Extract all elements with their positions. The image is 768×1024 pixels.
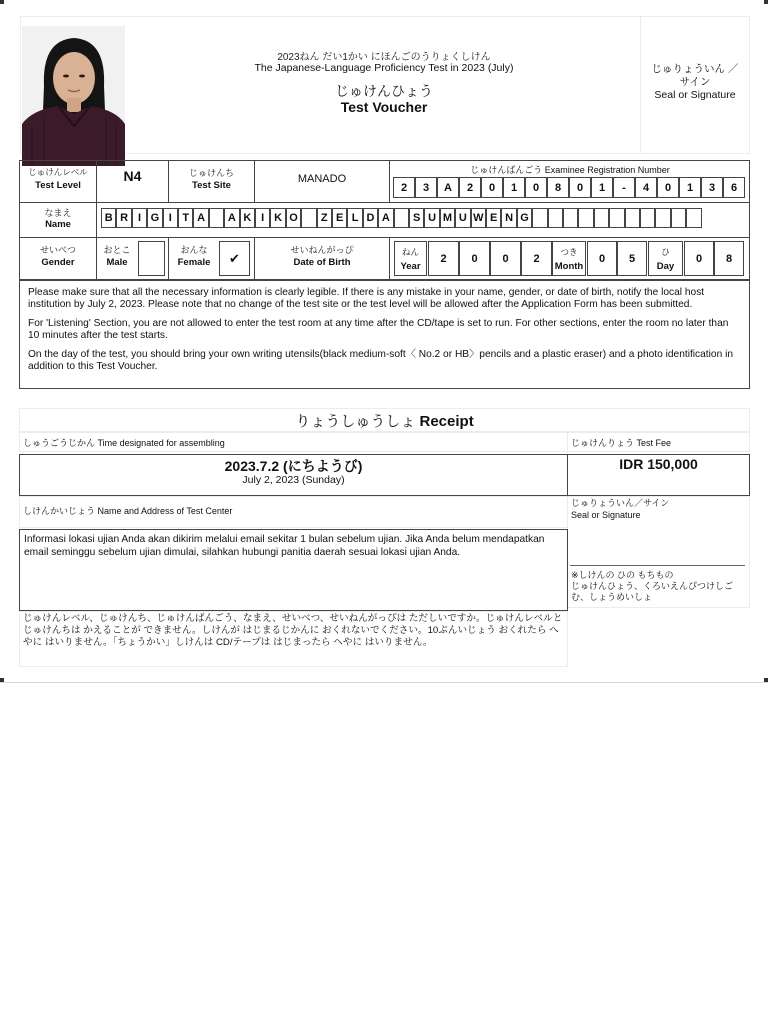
crop-mark bbox=[0, 0, 4, 4]
registration-char-box: 0 bbox=[569, 177, 591, 198]
receipt-seal-label bbox=[571, 497, 669, 521]
name-char-box: G bbox=[147, 208, 162, 228]
year-label-box bbox=[394, 241, 427, 276]
name-char-box: K bbox=[270, 208, 285, 228]
name-char-box bbox=[548, 208, 563, 228]
level-value: N4 bbox=[123, 168, 142, 184]
year-digit-box: 0 bbox=[459, 241, 490, 276]
name-label-en: Name bbox=[45, 219, 71, 230]
female-label-en: Female bbox=[177, 257, 211, 268]
gender-label-jp: せいべつ bbox=[39, 245, 76, 255]
seal-jp-line1: じゅりょういん ／ bbox=[651, 63, 739, 75]
registration-char-box: - bbox=[613, 177, 635, 198]
registration-char-box: 3 bbox=[701, 177, 723, 198]
registration-char-box: 2 bbox=[393, 177, 415, 198]
name-char-box bbox=[394, 208, 409, 228]
registration-char-box: 2 bbox=[459, 177, 481, 198]
signature-line bbox=[570, 565, 745, 566]
site-value: MANADO bbox=[297, 173, 347, 185]
name-char-box: U bbox=[424, 208, 439, 228]
name-char-box bbox=[686, 208, 701, 228]
receipt-title bbox=[19, 410, 750, 431]
name-char-box bbox=[609, 208, 624, 228]
receipt-title-en: Receipt bbox=[419, 413, 474, 430]
site-label-en: Test Site bbox=[192, 180, 231, 191]
year-label-jp: ねん bbox=[401, 246, 419, 257]
name-char-box bbox=[563, 208, 578, 228]
month-label-jp: つき bbox=[560, 246, 578, 257]
name-char-box: O bbox=[286, 208, 301, 228]
name-char-box: I bbox=[255, 208, 270, 228]
exam-title-en: The Japanese-Language Proficiency Test in 2023 (July) bbox=[254, 62, 514, 74]
seal-en: Seal or Signature bbox=[654, 89, 736, 101]
exam-title-jp: 2023ねん だい1かい にほんごのうりょくしけん bbox=[277, 52, 491, 63]
female-checkbox[interactable]: ✔ bbox=[219, 241, 250, 276]
name-char-box: A bbox=[193, 208, 208, 228]
month-label-box bbox=[552, 241, 586, 276]
name-char-box: W bbox=[471, 208, 486, 228]
year-label-en: Year bbox=[400, 260, 421, 272]
name-char-box: D bbox=[363, 208, 378, 228]
registration-char-box: A bbox=[437, 177, 459, 198]
registration-char-box: 1 bbox=[591, 177, 613, 198]
month-digit-box: 5 bbox=[617, 241, 647, 276]
crop-mark bbox=[764, 678, 768, 682]
name-char-box: L bbox=[347, 208, 362, 228]
assembly-date: 2023.7.2 (にちようび) bbox=[224, 458, 363, 474]
registration-char-box: 4 bbox=[635, 177, 657, 198]
name-char-box: K bbox=[240, 208, 255, 228]
name-char-box bbox=[209, 208, 224, 228]
name-char-box: B bbox=[101, 208, 116, 228]
gender-label-en: Gender bbox=[41, 257, 75, 268]
header-seal-label bbox=[641, 63, 749, 102]
crop-mark bbox=[0, 678, 4, 682]
crop-mark bbox=[764, 0, 768, 4]
assembly-label: しゅうごうじかん Time designated for assembling bbox=[23, 438, 225, 448]
registration-char-box: 0 bbox=[525, 177, 547, 198]
notes-box bbox=[19, 280, 750, 389]
registration-char-box: 8 bbox=[547, 177, 569, 198]
name-char-box bbox=[532, 208, 547, 228]
name-char-box bbox=[671, 208, 686, 228]
name-char-box: E bbox=[486, 208, 501, 228]
day-label-en: Day bbox=[656, 260, 675, 272]
registration-char-box: 0 bbox=[657, 177, 679, 198]
day-label-box bbox=[648, 241, 683, 276]
name-char-box: A bbox=[378, 208, 393, 228]
month-label-en: Month bbox=[554, 260, 584, 272]
fee-label: じゅけんりょう Test Fee bbox=[571, 438, 672, 448]
receipt-seal-en: Seal or Signature bbox=[571, 510, 641, 520]
name-char-box: S bbox=[409, 208, 424, 228]
registration-char-box: 3 bbox=[415, 177, 437, 198]
name-char-box: A bbox=[224, 208, 239, 228]
dob-label-en: Date of Birth bbox=[293, 257, 351, 268]
year-digit-box: 2 bbox=[428, 241, 459, 276]
registration-label: じゅけんばんごう Examinee Registration Number bbox=[470, 165, 670, 175]
day-digit-box: 8 bbox=[714, 241, 744, 276]
receipt-seal-jp: じゅりょういん／サイン bbox=[571, 498, 670, 508]
name-char-box bbox=[301, 208, 316, 228]
name-char-box bbox=[655, 208, 670, 228]
name-char-box: M bbox=[440, 208, 455, 228]
female-label-jp: おんな bbox=[180, 245, 208, 255]
name-char-box: U bbox=[455, 208, 470, 228]
name-char-box: T bbox=[178, 208, 193, 228]
jp-note: じゅけんレベル、じゅけんち、じゅけんばんごう、なまえ、せいべつ、せいねんがっぴは ただしいですか。じゅけんレベルとじゅけんちは かえることが できません。しけんが はじまるじかんに おくれないでください。10ぷんいじょう おくれたら へやに はいりません。「ちょうかい」しけんは CD/テープは はじまったら へやに はいりません。 bbox=[23, 613, 563, 648]
registration-char-box: 1 bbox=[679, 177, 701, 198]
name-char-box bbox=[594, 208, 609, 228]
receipt-title-jp: りょうしゅうしょ bbox=[295, 413, 416, 430]
name-char-box bbox=[625, 208, 640, 228]
center-label: しけんかいじょう Name and Address of Test Center bbox=[23, 506, 233, 516]
registration-char-box: 0 bbox=[481, 177, 503, 198]
name-label-jp: なまえ bbox=[44, 208, 72, 218]
note-listening: For 'Listening' Section, you are not allowed to enter the test room at any time after the CD/tape is set to run. For other sections, enter the room no later than 10 minutes after the test starts. bbox=[28, 317, 729, 342]
note-utensils: On the day of the test, you should bring your own writing utensils(black medium-soft〈 No.2 or HB〉pencils and a plastic eraser) and a photo identification in addition to this Test Voucher. bbox=[28, 348, 733, 373]
name-char-box: E bbox=[332, 208, 347, 228]
note-legibility: Please make sure that all the necessary information is clearly legible. If there is any mistake in your name, gender, or date of birth, notify the local host institution by July 2, 2023. Please note that no change of the test site or the test level will be allowed after the Application Form has been submitted. bbox=[28, 287, 705, 311]
dob-label-jp: せいねんがっぴ bbox=[290, 245, 354, 255]
center-info: Informasi lokasi ujian Anda akan dikirim melalui email sekitar 1 bulan sebelum ujian. Jika Anda belum mendapatkan email seminggu sebelum ujian dimulai, silahkan hubungi panitia daerah sesuai lokasi ujian Anda. bbox=[19, 529, 568, 611]
voucher-title-jp: じゅけんひょう bbox=[335, 83, 433, 99]
level-label-en: Test Level bbox=[35, 180, 81, 191]
name-char-box: R bbox=[116, 208, 131, 228]
name-char-box: N bbox=[501, 208, 516, 228]
voucher-title-en: Test Voucher bbox=[340, 99, 428, 115]
seal-jp-line2: サイン bbox=[679, 76, 711, 88]
year-digit-box: 2 bbox=[521, 241, 552, 276]
year-digit-box: 0 bbox=[490, 241, 521, 276]
name-char-box bbox=[640, 208, 655, 228]
fee-value: IDR 150,000 bbox=[619, 456, 698, 472]
assembly-date-en: July 2, 2023 (Sunday) bbox=[242, 474, 345, 486]
site-label-jp: じゅけんち bbox=[188, 168, 234, 178]
name-char-box: Z bbox=[317, 208, 332, 228]
name-char-box bbox=[578, 208, 593, 228]
name-char-box: G bbox=[517, 208, 532, 228]
male-label-en: Male bbox=[106, 257, 128, 268]
male-checkbox[interactable] bbox=[138, 241, 165, 276]
day-label-jp: ひ bbox=[661, 246, 670, 257]
examinee-photo bbox=[22, 26, 125, 166]
day-digit-box: 0 bbox=[684, 241, 714, 276]
level-label-jp: じゅけんレベル bbox=[28, 167, 88, 177]
bring-note: ※しけんの ひの もちもの じゅけんひょう、くろいえんぴつけしごむ、しょうめいしょ bbox=[571, 570, 734, 602]
name-char-box: I bbox=[132, 208, 147, 228]
name-char-box: I bbox=[163, 208, 178, 228]
male-label-jp: おとこ bbox=[103, 245, 131, 255]
registration-char-box: 6 bbox=[723, 177, 745, 198]
registration-char-box: 1 bbox=[503, 177, 525, 198]
month-digit-box: 0 bbox=[587, 241, 617, 276]
